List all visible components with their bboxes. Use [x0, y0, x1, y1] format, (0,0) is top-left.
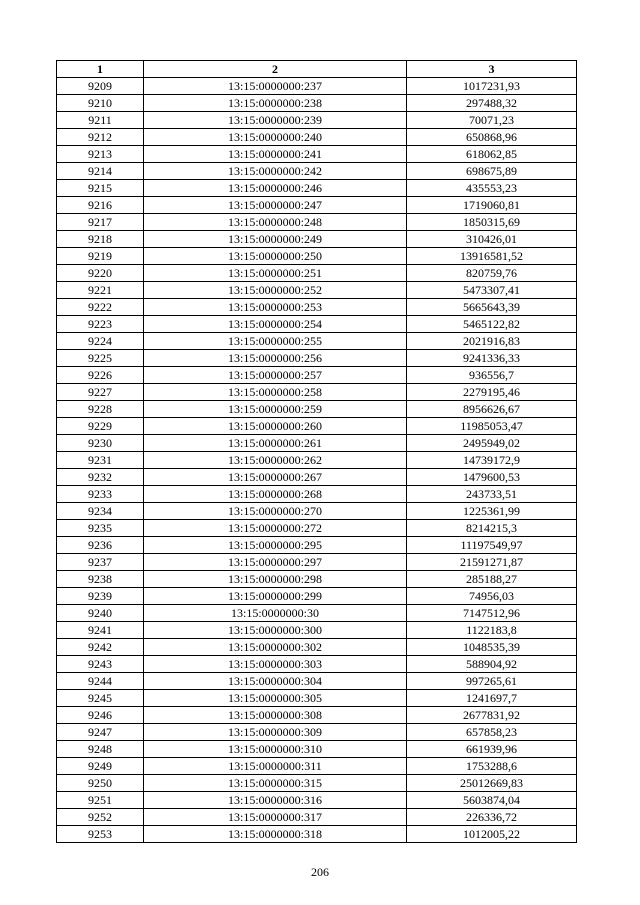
cadastral-number-cell: 13:15:0000000:267	[144, 469, 407, 486]
cadastral-number-cell: 13:15:0000000:302	[144, 639, 407, 656]
cadastral-number-cell: 13:15:0000000:310	[144, 741, 407, 758]
table-row	[57, 656, 577, 673]
table-row	[57, 112, 577, 129]
table-row	[57, 367, 577, 384]
cadastral-number-cell: 13:15:0000000:250	[144, 248, 407, 265]
value-cell: 1017231,93	[407, 78, 577, 95]
cadastral-number-cell: 13:15:0000000:311	[144, 758, 407, 775]
cadastral-number-cell: 13:15:0000000:308	[144, 707, 407, 724]
table-row	[57, 554, 577, 571]
table-row	[57, 690, 577, 707]
table-row	[57, 775, 577, 792]
value-cell: 435553,23	[407, 180, 577, 197]
row-number-cell: 9253	[57, 826, 144, 843]
value-cell: 11985053,47	[407, 418, 577, 435]
row-number-cell: 9210	[57, 95, 144, 112]
table-row	[57, 792, 577, 809]
value-cell: 8956626,67	[407, 401, 577, 418]
row-number-cell: 9231	[57, 452, 144, 469]
data-table-container	[56, 60, 576, 843]
cadastral-number-cell: 13:15:0000000:253	[144, 299, 407, 316]
cadastral-number-cell: 13:15:0000000:262	[144, 452, 407, 469]
value-cell: 310426,01	[407, 231, 577, 248]
row-number-cell: 9215	[57, 180, 144, 197]
table-row	[57, 214, 577, 231]
cadastral-number-cell: 13:15:0000000:297	[144, 554, 407, 571]
table-row	[57, 486, 577, 503]
row-number-cell: 9252	[57, 809, 144, 826]
table-row	[57, 350, 577, 367]
table-row	[57, 639, 577, 656]
table-row	[57, 316, 577, 333]
table-row	[57, 197, 577, 214]
cadastral-number-cell: 13:15:0000000:251	[144, 265, 407, 282]
cadastral-number-cell: 13:15:0000000:259	[144, 401, 407, 418]
cadastral-number-cell: 13:15:0000000:299	[144, 588, 407, 605]
value-cell: 74956,03	[407, 588, 577, 605]
table-row	[57, 401, 577, 418]
cadastral-number-cell: 13:15:0000000:247	[144, 197, 407, 214]
value-cell: 618062,85	[407, 146, 577, 163]
cadastral-number-cell: 13:15:0000000:30	[144, 605, 407, 622]
row-number-cell: 9226	[57, 367, 144, 384]
page-number: 206	[311, 865, 329, 879]
cadastral-number-cell: 13:15:0000000:298	[144, 571, 407, 588]
value-cell: 1479600,53	[407, 469, 577, 486]
row-number-cell: 9221	[57, 282, 144, 299]
cadastral-number-cell: 13:15:0000000:300	[144, 622, 407, 639]
table-body	[57, 78, 577, 843]
row-number-cell: 9236	[57, 537, 144, 554]
value-cell: 297488,32	[407, 95, 577, 112]
row-number-cell: 9211	[57, 112, 144, 129]
row-number-cell: 9213	[57, 146, 144, 163]
table-row	[57, 282, 577, 299]
value-cell: 13916581,52	[407, 248, 577, 265]
cadastral-number-cell: 13:15:0000000:238	[144, 95, 407, 112]
value-cell: 2021916,83	[407, 333, 577, 350]
value-cell: 820759,76	[407, 265, 577, 282]
table-row	[57, 78, 577, 95]
value-cell: 8214215,3	[407, 520, 577, 537]
value-cell: 698675,89	[407, 163, 577, 180]
table-row	[57, 741, 577, 758]
row-number-cell: 9246	[57, 707, 144, 724]
row-number-cell: 9220	[57, 265, 144, 282]
value-cell: 243733,51	[407, 486, 577, 503]
table-row	[57, 758, 577, 775]
table-row	[57, 248, 577, 265]
value-cell: 5465122,82	[407, 316, 577, 333]
row-number-cell: 9225	[57, 350, 144, 367]
column-header-3: 3	[407, 61, 577, 78]
cadastral-number-cell: 13:15:0000000:258	[144, 384, 407, 401]
value-cell: 1753288,6	[407, 758, 577, 775]
row-number-cell: 9224	[57, 333, 144, 350]
row-number-cell: 9228	[57, 401, 144, 418]
cadastral-number-cell: 13:15:0000000:242	[144, 163, 407, 180]
cadastral-number-cell: 13:15:0000000:248	[144, 214, 407, 231]
row-number-cell: 9235	[57, 520, 144, 537]
cadastral-number-cell: 13:15:0000000:295	[144, 537, 407, 554]
row-number-cell: 9227	[57, 384, 144, 401]
row-number-cell: 9239	[57, 588, 144, 605]
row-number-cell: 9250	[57, 775, 144, 792]
row-number-cell: 9244	[57, 673, 144, 690]
row-number-cell: 9242	[57, 639, 144, 656]
cadastral-number-cell: 13:15:0000000:246	[144, 180, 407, 197]
column-header-1: 1	[57, 61, 144, 78]
cadastral-number-cell: 13:15:0000000:272	[144, 520, 407, 537]
column-header-2: 2	[144, 61, 407, 78]
cadastral-number-cell: 13:15:0000000:304	[144, 673, 407, 690]
value-cell: 1719060,81	[407, 197, 577, 214]
row-number-cell: 9248	[57, 741, 144, 758]
table-row	[57, 299, 577, 316]
row-number-cell: 9249	[57, 758, 144, 775]
table-row	[57, 520, 577, 537]
cadastral-number-cell: 13:15:0000000:318	[144, 826, 407, 843]
table-row	[57, 605, 577, 622]
cadastral-number-cell: 13:15:0000000:305	[144, 690, 407, 707]
row-number-cell: 9233	[57, 486, 144, 503]
table-header-row	[57, 61, 577, 78]
row-number-cell: 9240	[57, 605, 144, 622]
row-number-cell: 9212	[57, 129, 144, 146]
cadastral-number-cell: 13:15:0000000:237	[144, 78, 407, 95]
value-cell: 588904,92	[407, 656, 577, 673]
value-cell: 25012669,83	[407, 775, 577, 792]
cadastral-number-cell: 13:15:0000000:261	[144, 435, 407, 452]
value-cell: 661939,96	[407, 741, 577, 758]
table-row	[57, 537, 577, 554]
row-number-cell: 9251	[57, 792, 144, 809]
value-cell: 1850315,69	[407, 214, 577, 231]
value-cell: 14739172,9	[407, 452, 577, 469]
value-cell: 2279195,46	[407, 384, 577, 401]
value-cell: 5665643,39	[407, 299, 577, 316]
cadastral-number-cell: 13:15:0000000:303	[144, 656, 407, 673]
cadastral-number-cell: 13:15:0000000:257	[144, 367, 407, 384]
value-cell: 9241336,33	[407, 350, 577, 367]
value-cell: 226336,72	[407, 809, 577, 826]
value-cell: 936556,7	[407, 367, 577, 384]
cadastral-number-cell: 13:15:0000000:256	[144, 350, 407, 367]
table-row	[57, 571, 577, 588]
cadastral-number-cell: 13:15:0000000:268	[144, 486, 407, 503]
cadastral-number-cell: 13:15:0000000:255	[144, 333, 407, 350]
table-row	[57, 809, 577, 826]
table-row	[57, 724, 577, 741]
table-row	[57, 129, 577, 146]
row-number-cell: 9237	[57, 554, 144, 571]
row-number-cell: 9234	[57, 503, 144, 520]
row-number-cell: 9230	[57, 435, 144, 452]
row-number-cell: 9218	[57, 231, 144, 248]
value-cell: 1122183,8	[407, 622, 577, 639]
row-number-cell: 9217	[57, 214, 144, 231]
cadastral-number-cell: 13:15:0000000:317	[144, 809, 407, 826]
row-number-cell: 9222	[57, 299, 144, 316]
table-row	[57, 707, 577, 724]
cadastral-number-cell: 13:15:0000000:315	[144, 775, 407, 792]
table-row	[57, 418, 577, 435]
cadastral-number-cell: 13:15:0000000:240	[144, 129, 407, 146]
cadastral-number-cell: 13:15:0000000:249	[144, 231, 407, 248]
row-number-cell: 9219	[57, 248, 144, 265]
value-cell: 285188,27	[407, 571, 577, 588]
cadastral-number-cell: 13:15:0000000:309	[144, 724, 407, 741]
row-number-cell: 9214	[57, 163, 144, 180]
value-cell: 1225361,99	[407, 503, 577, 520]
value-cell: 1241697,7	[407, 690, 577, 707]
value-cell: 11197549,97	[407, 537, 577, 554]
cadastral-number-cell: 13:15:0000000:252	[144, 282, 407, 299]
row-number-cell: 9247	[57, 724, 144, 741]
row-number-cell: 9209	[57, 78, 144, 95]
value-cell: 1012005,22	[407, 826, 577, 843]
table-row	[57, 95, 577, 112]
table-row	[57, 384, 577, 401]
table-row	[57, 231, 577, 248]
row-number-cell: 9232	[57, 469, 144, 486]
row-number-cell: 9216	[57, 197, 144, 214]
row-number-cell: 9245	[57, 690, 144, 707]
value-cell: 1048535,39	[407, 639, 577, 656]
value-cell: 70071,23	[407, 112, 577, 129]
table-row	[57, 265, 577, 282]
cadastral-number-cell: 13:15:0000000:270	[144, 503, 407, 520]
table-row	[57, 180, 577, 197]
value-cell: 650868,96	[407, 129, 577, 146]
value-cell: 5603874,04	[407, 792, 577, 809]
table-row	[57, 163, 577, 180]
table-row	[57, 588, 577, 605]
table-row	[57, 333, 577, 350]
cadastral-number-cell: 13:15:0000000:254	[144, 316, 407, 333]
table-row	[57, 673, 577, 690]
value-cell: 997265,61	[407, 673, 577, 690]
table-row	[57, 503, 577, 520]
table-row	[57, 435, 577, 452]
value-cell: 2495949,02	[407, 435, 577, 452]
value-cell: 2677831,92	[407, 707, 577, 724]
table-row	[57, 469, 577, 486]
row-number-cell: 9229	[57, 418, 144, 435]
value-cell: 21591271,87	[407, 554, 577, 571]
cadastral-number-cell: 13:15:0000000:260	[144, 418, 407, 435]
row-number-cell: 9238	[57, 571, 144, 588]
table-row	[57, 146, 577, 163]
value-cell: 657858,23	[407, 724, 577, 741]
cadastral-number-cell: 13:15:0000000:316	[144, 792, 407, 809]
table-row	[57, 826, 577, 843]
row-number-cell: 9241	[57, 622, 144, 639]
value-cell: 7147512,96	[407, 605, 577, 622]
table-row	[57, 452, 577, 469]
data-table	[56, 60, 577, 843]
value-cell: 5473307,41	[407, 282, 577, 299]
table-row	[57, 622, 577, 639]
cadastral-number-cell: 13:15:0000000:241	[144, 146, 407, 163]
cadastral-number-cell: 13:15:0000000:239	[144, 112, 407, 129]
row-number-cell: 9223	[57, 316, 144, 333]
row-number-cell: 9243	[57, 656, 144, 673]
